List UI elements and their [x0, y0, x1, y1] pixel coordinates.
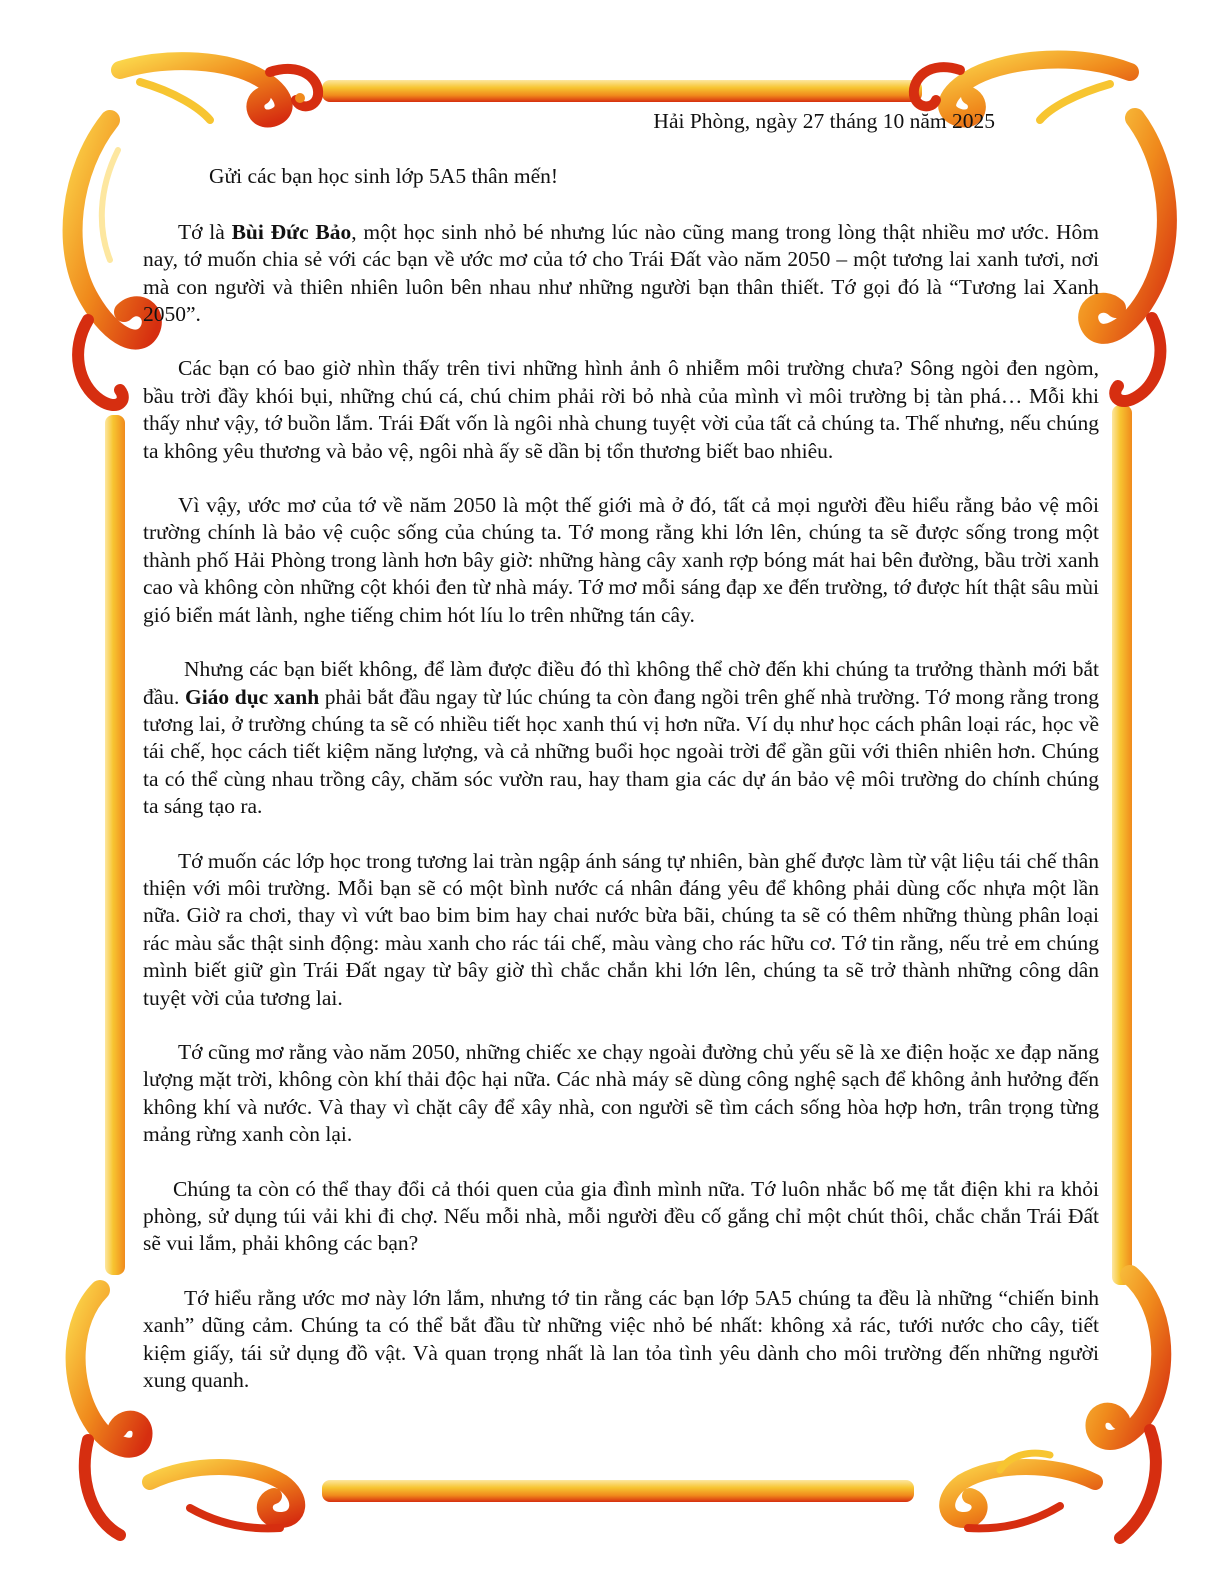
paragraph-introduction	[143, 219, 1099, 329]
right-border-bar	[1112, 405, 1132, 1285]
text-segment: , một học sinh nhỏ bé nhưng lúc nào cũng mang trong lòng thật nhiều mơ ước. Hôm nay, tớ muốn chia sẻ với các bạn về ước mơ của tớ cho Trái Đất vào năm 2050 – một tương lai xanh tươi, nơi mà con người và thiên nhiên luôn bên nhau như những người bạn thân thiết. Tớ gọi đó là “Tương lai Xanh 2050”.	[143, 219, 1099, 327]
left-swirl-ornament-bottom	[76, 1290, 143, 1535]
text-segment: Tớ là	[178, 219, 232, 244]
paragraph-classrooms: Tớ muốn các lớp học trong tương lai tràn ngập ánh sáng tự nhiên, bàn ghế được làm từ vật liệu tái chế thân thiện với môi trường. Mỗi bạn sẽ có một bình nước cá nhân đáng yêu để không phải dùng cốc nhựa một lần nữa. Giờ ra chơi, thay vì vứt bao bim bim hay chai nước bừa bãi, chúng ta sẽ có thêm những thùng phân loại rác màu sắc thật sinh động: màu xanh cho rác tái chế, màu vàng cho rác hữu cơ. Tớ tin rằng, nếu trẻ em chúng mình biết giữ gìn Trái Đất ngay từ bây giờ thì chắc chắn khi lớn lên, chúng ta sẽ trở thành những công dân tuyệt vời của tương lai.	[143, 848, 1099, 1010]
corner-ornament-bottom-right	[947, 1453, 1095, 1528]
bottom-border-bar	[322, 1480, 914, 1502]
paragraph-clean-transport: Tớ cũng mơ rằng vào năm 2050, những chiếc xe chạy ngoài đường chủ yếu sẽ là xe điện hoặc xe đạp năng lượng mặt trời, không còn khí thải độc hại nữa. Các nhà máy sẽ dùng công nghệ sạch để không ảnh hưởng đến không khí và nước. Và thay vì chặt cây để xây nhà, con người sẽ tìm cách sống hòa hợp hơn, trân trọng từng mảng rừng xanh còn lại.	[143, 1039, 1099, 1147]
text-segment: phải bắt đầu ngay từ lúc chúng ta còn đang ngồi trên ghế nhà trường. Tớ mong rằng trong tương lai, ở trường chúng ta sẽ có nhiều tiết học xanh thú vị hơn nữa. Ví dụ như học cách phân loại rác, học về tái chế, học cách tiết kiệm năng lượng, và cả những buổi học ngoài trời để gần gũi với thiên nhiên hơn. Chúng ta có thể cùng nhau trồng cây, chăm sóc vườn rau, hay tham gia các dự án bảo vệ môi trường do chính chúng ta sáng tạo ra.	[143, 684, 1100, 819]
letter-body	[143, 108, 1099, 1394]
paragraph-pollution: Các bạn có bao giờ nhìn thấy trên tivi những hình ảnh ô nhiễm môi trường chưa? Sông ngòi đen ngòm, bầu trời đầy khói bụi, những chú cá, chú chim phải rời bỏ nhà của mình vì môi trường bị tàn phá… Mỗi khi thấy như vậy, tớ buồn lắm. Trái Đất vốn là ngôi nhà chung tuyệt vời của tất cả chúng ta. Thế nhưng, nếu chúng ta không yêu thương và bảo vệ, ngôi nhà ấy sẽ dần bị tổn thương biết bao nhiêu.	[143, 356, 1099, 463]
text-segment: Nhưng các bạn biết không, để làm được điều đó thì không thể chờ đến khi chúng ta trưởng thành mới bắt đầu.	[143, 657, 1099, 709]
paragraph-dream-2050: Vì vậy, ước mơ của tớ về năm 2050 là một thế giới mà ở đó, tất cả mọi người đều hiểu rằng bảo vệ môi trường chính là bảo vệ cuộc sống của chúng ta. Tớ mong rằng khi lớn lên, chúng ta sẽ được sống trong một thành phố Hải Phòng trong lành hơn bây giờ: những hàng cây xanh rợp bóng mát hai bên đường, bầu trời xanh cao và không còn những cột khói đen từ nhà máy. Tớ mơ mỗi sáng đạp xe đến trường, tớ được hít thật sâu mùi gió biển mát lành, nghe tiếng chim hót líu lo trên những tán cây.	[143, 493, 1099, 627]
paragraph-green-warriors: Tớ hiểu rằng ước mơ này lớn lắm, nhưng tớ tin rằng các bạn lớp 5A5 chúng ta đều là những “chiến binh xanh” dũng cảm. Chúng ta có thể bắt đầu từ những việc nhỏ bé nhất: không xả rác, tưới nước cho cây, tiết kiệm giấy, tái sử dụng đồ vật. Và quan trọng nhất là lan tỏa tình yêu dành cho môi trường đến những người xung quanh.	[143, 1285, 1099, 1393]
letter-greeting: Gửi các bạn học sinh lớp 5A5 thân mến!	[209, 164, 559, 189]
green-education-term: Giáo dục xanh	[184, 684, 320, 709]
top-border-bar	[322, 80, 922, 102]
author-name: Bùi Đức Bảo	[231, 219, 352, 244]
letter-date: Hải Phòng, ngày 27 tháng 10 năm 2025	[653, 109, 995, 133]
right-swirl-ornament-top	[1088, 118, 1167, 401]
corner-ornament-bottom-left	[150, 1467, 297, 1528]
left-swirl-ornament-top	[73, 120, 152, 405]
right-swirl-ornament-bottom	[1095, 1275, 1161, 1538]
paragraph-green-education	[143, 656, 1099, 820]
left-border-bar	[105, 415, 125, 1275]
paragraph-family-habits: Chúng ta còn có thể thay đổi cả thói quen của gia đình mình nữa. Tớ luôn nhắc bố mẹ tắt điện khi ra khỏi phòng, sử dụng túi vải khi đi chợ. Nếu mỗi nhà, mỗi người đều cố gắng chỉ một chút thôi, chắc chắn Trái Đất sẽ vui lắm, phải không các bạn?	[143, 1176, 1099, 1256]
